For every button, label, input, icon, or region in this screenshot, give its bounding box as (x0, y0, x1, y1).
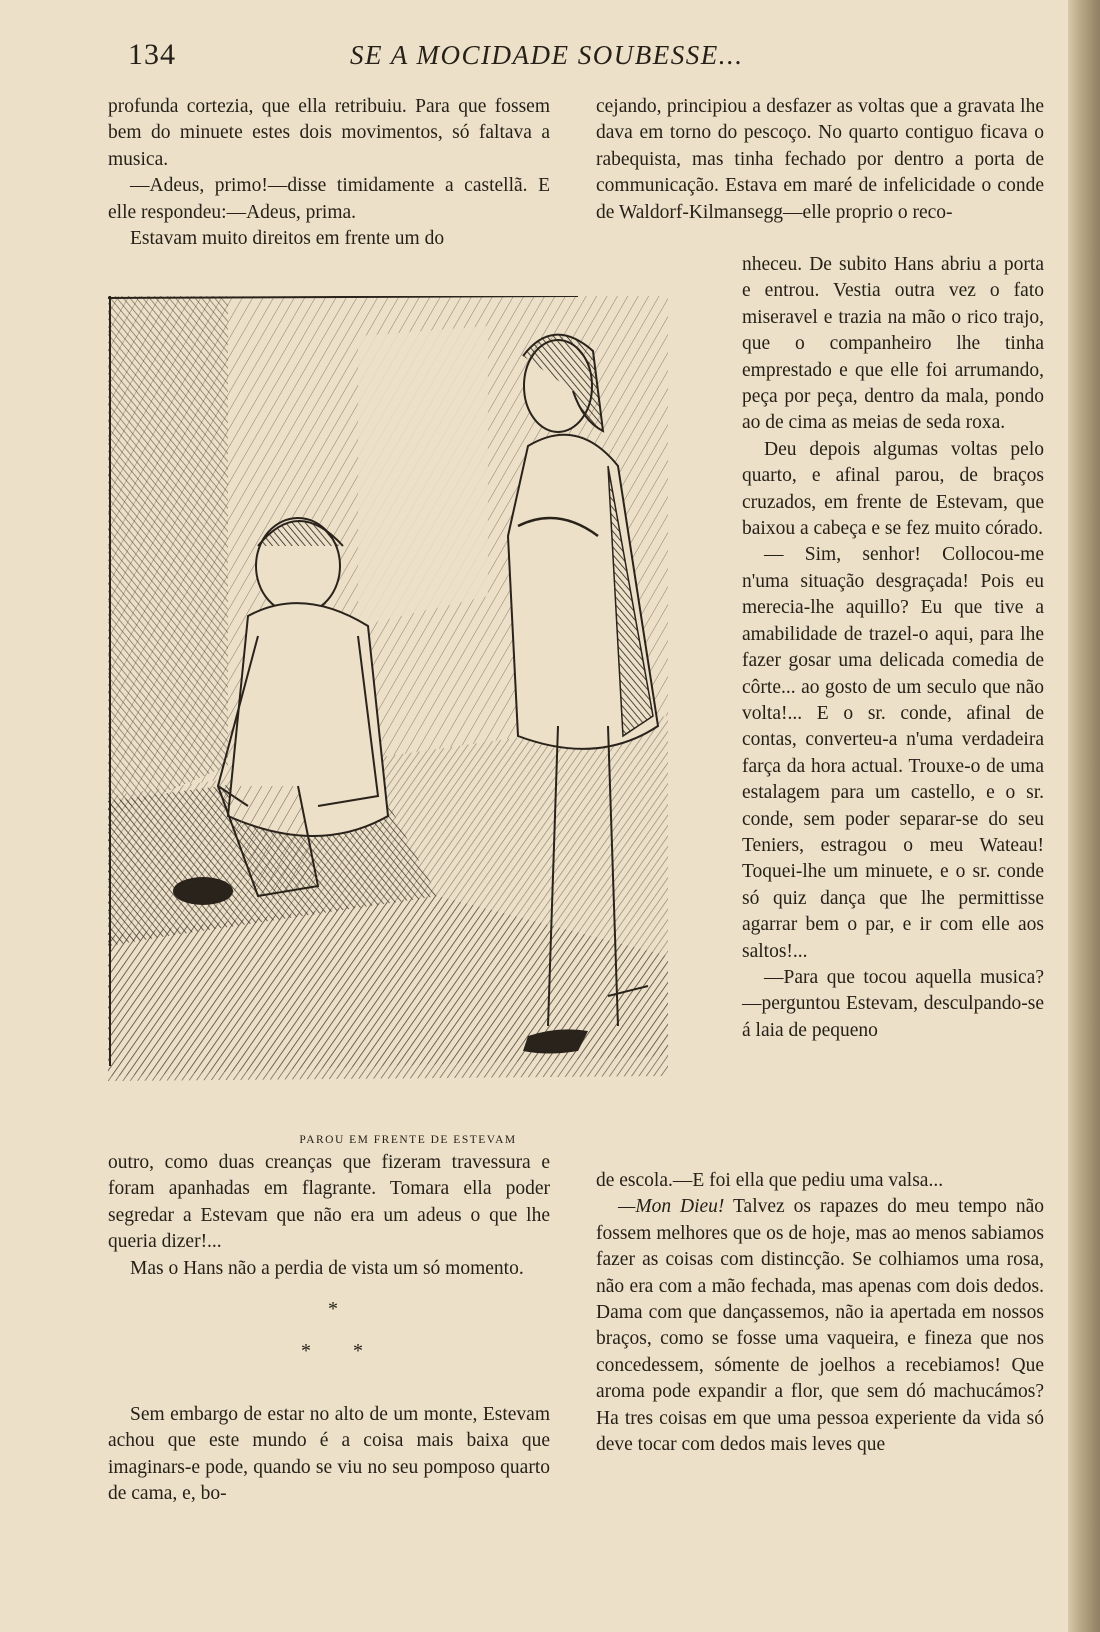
right-column-top (596, 94, 1044, 226)
asterisk: * (301, 1340, 311, 1362)
paragraph: —Adeus, primo!—disse timidamente a castellã. E elle respondeu:—Adeus, prima. (108, 175, 550, 223)
paragraph: Mas o Hans não a perdia de vista um só momento. (130, 1257, 524, 1279)
engraving-illustration (108, 296, 728, 1136)
paragraph: nheceu. De subito Hans abriu a porta e entrou. Vestia outra vez o fato miseravel e trazia na mão o rico trajo, que o companheiro lhe tinha emprestado e que elle foi arrumando, peça por peça, dentro da mala, pondo ao de cima as meias de seda roxa. (742, 254, 1044, 434)
running-title: SE A MOCIDADE SOUBESSE... (350, 40, 744, 70)
emphasis: —Mon Dieu! (618, 1196, 725, 1218)
asterisk: * (328, 1298, 338, 1320)
left-column-bottom (108, 1150, 550, 1282)
paragraph: — Sim, senhor! Collocou-me n'uma situação desgraçada! Pois eu merecia-lhe aquillo? Eu que tive a amabilidade de trazel-o aqui, para lhe fazer gosar uma delicada comedia de côrte... ao gosto de um seculo que não volta!... E o sr. conde, afinal de contas, converteu-a n'uma verdadeira farça da hora actual. Trouxe-o de uma estalagem para um castello, e o sr. conde, sem poder separar-se do seu Teniers, estragou o meu Wateau! Toquei-lhe um minuete, e o sr. conde só quiz dança que lhe permittisse agarrar bem o par, e ir com elle aos saltos!... (742, 544, 1044, 962)
paragraph: cejando, principiou a desfazer as voltas que a gravata lhe dava em torno do pescoço. No quarto contiguo ficava o rabequista, mas tinha fechado por dentro a porta de communicação. Estava em maré de infelicidade o conde de Waldorf-Kilmansegg—elle proprio o reco- (596, 96, 1044, 223)
page-number: 134 (128, 38, 176, 71)
paragraph: outro, como duas creanças que fizeram travessura e foram apanhadas em flagrante. Tomara ella poder segredar a Estevam que não era um adeus o que lhe queria dizer!... (108, 1152, 550, 1253)
left-column-end (108, 1402, 550, 1508)
paragraph: Sem embargo de estar no alto de um monte, Estevam achou que este mundo é a coisa mais baixa que imaginars-e pode, quando se viu no seu pomposo quarto de cama, e, bo- (108, 1404, 550, 1505)
page-edge (1068, 0, 1100, 1632)
paragraph: Deu depois algumas voltas pelo quarto, e afinal parou, de braços cruzados, em frente de Estevam, que baixou a cabeça e se fez muito córado. (742, 438, 1044, 540)
asterisk: * (353, 1340, 363, 1362)
left-column-top (108, 94, 550, 252)
illustration-caption: PAROU EM FRENTE DE ESTEVAM (299, 1134, 517, 1146)
paragraph (596, 1194, 1044, 1458)
right-column-narrow (742, 252, 1044, 1044)
paragraph: —Para que tocou aquella musica?—perguntou Estevam, desculpando-se á laia de pequeno (742, 966, 1044, 1041)
paragraph: Estavam muito direitos em frente um do (130, 228, 445, 250)
section-break (108, 1298, 550, 1368)
page-header (110, 38, 1050, 78)
paragraph: de escola.—E foi ella que pediu uma valsa... (596, 1170, 944, 1191)
paragraph: profunda cortezia, que ella retribuiu. Para que fossem bem do minuete estes dois movimentos, só faltava a musica. (108, 96, 550, 170)
paragraph-body: Talvez os rapazes do meu tempo não fossem melhores que os de hoje, mas ao menos sabiamos fazer as coisas com distincção. Se colhiamos uma rosa, não era com a mão fechada, mas apenas com dois dedos. Dama com que dançassemos, não ia apertada em nossos braços, como se fosse uma vaqueira, e fineza que nos concedessem, sómente de joelhos a recebiamos! Que aroma pode expandir a flor, que sem dó machucámos? Ha tres coisas em que uma pessoa experiente da vida só deve tocar com dedos mais leves que (596, 1196, 1044, 1456)
right-column-bottom (596, 1168, 1044, 1458)
